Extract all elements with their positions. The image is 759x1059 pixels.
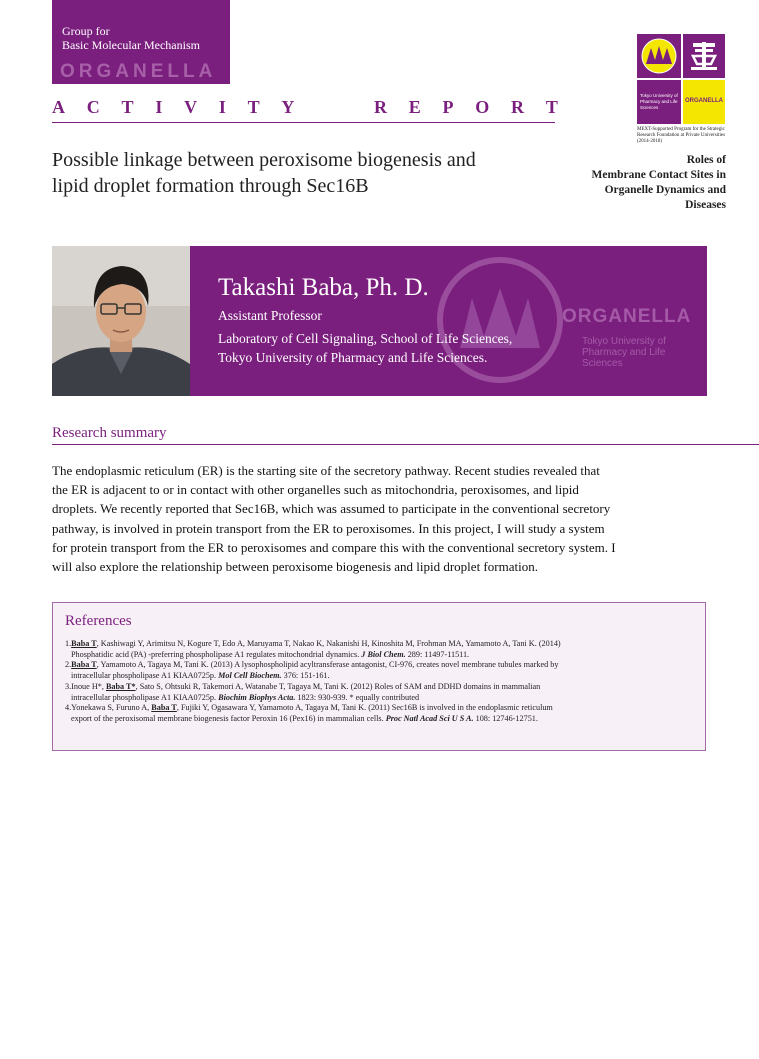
reference-number: 2. [65,660,72,670]
references-heading: References [65,613,132,629]
reference-title: intracellular phospholipase A1 KIAA0725p. [71,692,219,702]
summary-line: The endoplasmic reticulum (ER) is the starting site of the secretory pathway. Recent studies revealed that [52,463,600,478]
group-label-line2: Basic Molecular Mechanism [62,38,200,52]
reference-highlight-author: Baba T [71,639,97,648]
program-title [572,153,726,213]
activity-report-title [52,96,558,118]
reference-title: intracellular phospholipase A1 KIAA0725p. [71,671,219,681]
summary-line: droplets. We recently reported that Sec16B, which was assumed to participate in the conventional secretory [52,501,611,517]
mext-program-note: MEXT-Supported Program for the Strategic Research Foundation at Private Universities (2014-2018) [637,127,726,144]
program-title-line2: Membrane Contact Sites in [591,169,726,181]
reference-volume: 289: 11497-11511. [405,649,470,659]
reference-authors: , Sato S, Ohtsuki R, Takemori A, Watanabe T, Tagaya M, Tani K. (2012) Roles of SAM and DDHD domains in mammalian [135,681,541,691]
reference-volume: 1823: 930-939. * equally contributed [295,692,420,702]
activity-letter: E [408,96,421,117]
article-title-line2: lipid droplet formation through Sec16B [52,175,369,197]
profile-banner [52,246,707,396]
reference-coauthors: Yonekawa S, Furuno A, [71,703,152,713]
reference-highlight-author: Baba T [151,703,177,713]
reference-journal: Mol Cell Biochem. [218,671,282,681]
group-banner [52,0,230,84]
summary-line: pathway, is involved in protein transport from the ER to peroxisomes. In this project, I will study a system [52,520,605,536]
organella-logo-icon [637,34,681,78]
activity-letter: I [218,96,226,117]
reference-journal: J Biol Chem. [361,649,406,659]
activity-letter: V [184,96,198,117]
university-emblem-icon [683,34,725,78]
reference-volume: 376: 151-161. [281,671,330,681]
organella-label-block [683,80,725,124]
organella-label: ORGANELLA [685,98,723,104]
reference-number: 4. [65,703,72,713]
person-affiliation-line1: Laboratory of Cell Signaling, School of Life Sciences, [218,331,513,346]
activity-letter: I [155,96,163,117]
reference-number: 1. [65,639,72,648]
summary-line: will also explore the relationship between peroxisome biogenesis and lipid droplet formation. [52,559,538,575]
activity-letter: C [86,96,100,117]
reference-title: Phosphatidic acid (PA) -preferring phospholipase A1 regulates mitochondrial dynamics. [71,649,362,659]
activity-letter: T [545,96,558,117]
reference-item [65,660,701,681]
reference-authors: , Yamamoto A, Tagaya M, Tani K. (2013) A lysophospholipid acyltransferase antagonist, CI-976, creates novel membrane tubules marked by [96,660,559,670]
activity-letter: P [442,96,454,117]
reference-item [65,639,701,660]
research-summary-heading: Research summary [52,425,167,441]
activity-letter: A [52,96,65,117]
reference-highlight-author: Baba T [71,660,97,670]
reference-item [65,682,701,703]
banner-watermark-word: ORGANELLA [562,306,692,327]
article-title-line1: Possible linkage between peroxisome biogenesis and [52,149,476,171]
summary-line: for protein transport from the ER to peroxisomes and compare this with the conventional secretory system. I [52,539,616,555]
profile-photo [52,246,190,396]
program-title-line3: Organelle Dynamics and [604,184,726,196]
reference-journal: Biochim Biophys Acta. [218,692,296,702]
group-label-line1: Group for [62,24,110,38]
program-title-line1: Roles of [686,154,726,166]
person-affiliation-line2: Tokyo University of Pharmacy and Life Sciences. [218,350,488,365]
person-name: Takashi Baba, Ph. D. [218,274,429,301]
activity-letter: O [475,96,490,117]
reference-highlight-author: Baba T* [105,681,136,691]
article-title [52,147,562,199]
activity-letter: T [121,96,134,117]
person-position: Assistant Professor [218,308,322,323]
university-logo-block [637,80,681,124]
university-logo-text: Tokyo University of Pharmacy and Life Sciences [640,93,678,110]
references-box [52,602,706,751]
reference-journal: Proc Natl Acad Sci U S A. [385,713,474,723]
reference-item [65,703,701,724]
reference-authors: , Kashiwagi Y, Arimitsu N, Kogure T, Edo A, Maruyama T, Nakao K, Nakanishi H, Kinoshita M, Frohman MA, Yamamoto A, Tani K. (2014) [96,639,561,648]
activity-letter: T [247,96,260,117]
banner-watermark-subtitle: Tokyo University of Pharmacy and Life Sciences [582,336,666,369]
summary-divider [52,444,759,445]
activity-letter: R [511,96,525,117]
activity-letter: R [373,96,387,117]
summary-line: the ER is adjacent to or in contact with other organelles such as mitochondria, peroxisomes, and lipid [52,482,579,498]
title-divider [52,122,555,123]
reference-authors: , Fujiki Y, Ogasawara Y, Yamamoto A, Tagaya M, Tani K. (2011) Sec16B is involved in the endoplasmic reticulum [176,703,553,713]
reference-coauthors: Inoue H*, [71,681,106,691]
program-title-line4: Diseases [685,199,726,211]
organella-watermark: ORGANELLA [60,61,217,82]
research-summary-body [52,461,707,576]
reference-number: 3. [65,681,72,691]
references-list [65,639,701,725]
reference-volume: 108: 12746-12751. [473,713,538,723]
reference-title: export of the peroxisomal membrane biogenesis factor Peroxin 16 (Pex16) in mammalian cells. [71,713,386,723]
activity-letter: Y [281,96,295,117]
